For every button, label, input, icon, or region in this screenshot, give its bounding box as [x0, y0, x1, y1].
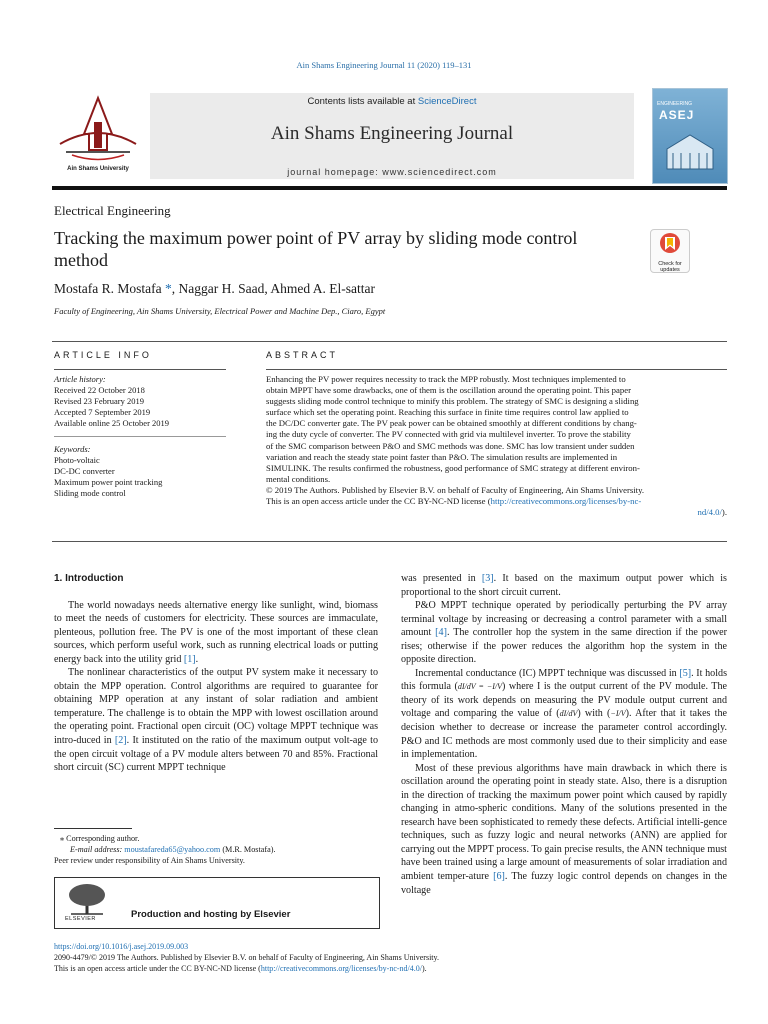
license-suffix: ).	[422, 964, 427, 973]
abstract-line: variation and reach the steady state point faster than P&O. The simulation results are implemented in	[266, 451, 618, 462]
citation-link[interactable]: [4]	[435, 627, 447, 639]
article-info-heading: ARTICLE INFO	[54, 350, 152, 360]
masthead-rule	[52, 186, 727, 190]
logo-caption: Ain Shams University	[67, 166, 129, 172]
elsevier-tree-icon	[65, 882, 109, 916]
issn-line: 2090-4479/© 2019 The Authors. Published by Elsevier B.V. on behalf of Faculty of Engineering, Ain Shams University.	[54, 953, 440, 962]
formula-inline: −I/V	[610, 709, 626, 719]
history-received: Received 22 October 2018	[54, 385, 145, 395]
author-1[interactable]: Mostafa R. Mostafa	[54, 281, 162, 296]
abstract-heading: ABSTRACT	[266, 350, 339, 360]
history-online: Available online 25 October 2019	[54, 418, 170, 428]
email-link[interactable]: moustafareda65@yahoo.com	[124, 845, 221, 854]
section-heading-introduction: 1. Introduction	[54, 573, 124, 584]
text-run: . It instituted on the ratio of the maximum output volt-age to the open circuit voltage of a PV module alters between 70 and 85%. Fractional short circuit (SC) current MPPT technique	[54, 735, 378, 774]
cover-abbrev: ASEJ	[659, 108, 695, 122]
text-run: .	[195, 653, 199, 665]
text-run: . The controller hop the system in the same direction if the power rises; otherwise if the power reduces the algorithm hop the system in the opposite direction.	[401, 627, 727, 666]
abstract-license	[266, 496, 727, 507]
contents-available	[150, 96, 634, 107]
keyword-item: Sliding mode control	[54, 488, 126, 498]
citation-link[interactable]: [6]	[493, 871, 505, 883]
title-line-2: method	[54, 250, 108, 270]
text-run: Incremental conductance (IC) MPPT technique was discussed in	[415, 667, 680, 679]
sciencedirect-link[interactable]: ScienceDirect	[417, 96, 477, 107]
abstract-rule	[266, 369, 727, 370]
elsevier-wordmark: ELSEVIER	[65, 916, 96, 922]
bottom-license	[54, 963, 727, 974]
masthead	[52, 88, 727, 183]
text-run: ). After that it takes the decision whether to decrease or increase the parameter control accordingly. P&O and IC methods are most commonly used due to their simplicity and ease in implementation.	[401, 708, 727, 761]
journal-homepage[interactable]: journal homepage: www.sciencedirect.com	[287, 167, 497, 177]
author-list	[54, 281, 375, 297]
history-label: Article history:	[54, 374, 106, 384]
history-revised: Revised 23 February 2019	[54, 396, 144, 406]
affiliation: Faculty of Engineering, Ain Shams University, Electrical Power and Machine Dep., Ciaro, Egypt	[54, 306, 386, 316]
abstract-line: surface which set the operating point. Reaching this surface in finite time requires control law applied to	[266, 407, 629, 418]
journal-reference[interactable]: Ain Shams Engineering Journal 11 (2020) 119–131	[296, 60, 472, 70]
doi-link[interactable]: https://doi.org/10.1016/j.asej.2019.09.003	[54, 942, 189, 951]
peer-review-note: Peer review under responsibility of Ain Shams University.	[54, 856, 245, 865]
keyword-item: Photo-voltaic	[54, 455, 100, 465]
article-title	[54, 227, 639, 271]
contents-prefix: Contents lists available at	[307, 96, 418, 107]
abstract-line: suggests sliding mode control technique to minify this problem. The strategy of SMC is designing a sliding	[266, 396, 639, 407]
keyword-item: DC-DC converter	[54, 466, 115, 476]
journal-banner	[150, 93, 634, 179]
license-prefix: This is an open access article under the CC BY-NC-ND license (	[54, 964, 261, 973]
right-paragraph-1	[401, 572, 727, 599]
bottom-info	[54, 941, 727, 974]
license-link-cont[interactable]: nd/4.0/	[697, 507, 722, 518]
license-link[interactable]: http://creativecommons.org/licenses/by-nc-	[490, 496, 642, 507]
formula-inline: dI/dV	[559, 709, 578, 719]
email-label: E-mail address:	[70, 845, 125, 854]
check-for-updates-badge[interactable]	[650, 229, 690, 273]
elsevier-box	[54, 877, 380, 929]
right-paragraph-2	[401, 599, 727, 667]
footnote-rule	[54, 828, 132, 829]
right-column	[401, 572, 727, 897]
abstract-line: obtain MPPT have some drawbacks, one of them is the oscillation around the operating point. This paper	[266, 385, 631, 396]
citation-link[interactable]: [2]	[114, 735, 127, 747]
intro-paragraph-2	[54, 666, 378, 774]
abstract-license-end	[266, 507, 727, 518]
text-run: Most of these previous algorithms have main drawback in which there is oscillation around the operating point in steady state. Also, there is a disruption in the direction of tracking the maximum power point which caused by rapidly changing in atmo-spheric conditions. Many of the solutions presented in the research have been sophisticated to remedy these defects. Artificial intelli-gence techniques, such as fuzzy logic and neural networks (ANN) are applied for carrying out the MPPT process. To gain precise results, the ANN technique must have been trained using a large amount of measurements of solar irradiation and ambient temper-ature	[401, 762, 727, 883]
keywords	[54, 444, 234, 499]
corresponding-author-mark[interactable]: *	[164, 281, 172, 296]
text-run: ) with (	[577, 708, 611, 720]
keywords-rule	[54, 436, 226, 437]
text-run: was presented in	[401, 573, 482, 584]
abstract-copyright: © 2019 The Authors. Published by Elsevier B.V. on behalf of Faculty of Engineering, Ain Shams University.	[266, 484, 645, 495]
text-run: P&O MPPT technique operated by periodically perturbing the PV array terminal voltage by increasing or decreasing a control parameter with a small amount	[401, 600, 727, 639]
university-logo	[52, 92, 144, 178]
abstract-line: mental conditions.	[266, 473, 331, 484]
text-run: . The fuzzy logic control depends on changes in the voltage	[401, 871, 728, 896]
text-run: . It based on the maximum output power which is proportional to the short circuit current.	[401, 573, 727, 598]
formula-inline: dI/dV = −I/V	[457, 682, 503, 692]
journal-cover[interactable]	[652, 88, 728, 184]
badge-label: Check for updates	[658, 261, 682, 273]
cover-title: ENGINEERING	[657, 101, 693, 107]
cover-building-icon	[663, 129, 717, 173]
bottom-license-link[interactable]: http://creativecommons.org/licenses/by-nc-nd/4.0/	[260, 964, 422, 973]
article-history	[54, 374, 234, 429]
email-note	[54, 844, 378, 855]
title-line-1: Tracking the maximum power point of PV array by sliding mode control	[54, 228, 578, 248]
email-suffix: (M.R. Mostafa).	[220, 845, 276, 854]
citation-link[interactable]: [3]	[481, 573, 494, 584]
info-rule	[54, 369, 226, 370]
abstract-line: SIMULINK. The results confirmed the robustness, good performance of SMC strategy at different environ-	[266, 462, 640, 473]
abstract-line: ing the duty cycle of converter. The PV connected with grid via multilevel inverter. To prove the stability	[266, 429, 631, 440]
right-paragraph-3	[401, 667, 727, 762]
authors-rest: , Naggar H. Saad, Ahmed A. El-sattar	[171, 281, 375, 296]
abstract-line: of the SMC comparison between P&O and SMC methods was done. SMC has low transient under sudden	[266, 440, 635, 451]
text-run: The world nowadays needs alternative energy like sunlight, wind, biomass to meet the needs of customers for electricity. These sources are immaculate, plenteous, pollution free. The PV is one of the most important of these clean sources, which perform useful work, such as running electrical loads or putting energy back into the utility grid	[54, 599, 378, 665]
corresponding-author-note: ⁎ Corresponding author.	[60, 834, 140, 843]
citation-link[interactable]: [5]	[679, 667, 692, 679]
production-hosting-label: Production and hosting by Elsevier	[131, 909, 291, 920]
keyword-item: Maximum power point tracking	[54, 477, 163, 487]
abstract-line: the DC/DC converter gate. The PV peak power can be obtained smoothly at different conditions by chang-	[266, 418, 637, 429]
history-accepted: Accepted 7 September 2019	[54, 407, 151, 417]
license-suffix: ).	[721, 507, 727, 518]
text-run: ) where I is the output current of the PV module. The theory of its work depends on measuring the PV module output current and voltage and comparing the value of (	[401, 681, 728, 720]
keywords-label: Keywords:	[54, 444, 91, 454]
abstract-body	[266, 374, 727, 518]
license-prefix: This is an open access article under the CC BY-NC-ND license (	[266, 496, 491, 507]
text-run: The nonlinear characteristics of the output PV system make it necessary to obtain the MPP operation. Control algorithms are required to guarantee for obtaining MPP operation at any instant of solar radiation and ambient temperature. The challenge is to obtain the MPP with lowest oscillation around the operating point. Fractional open circuit (OC) voltage MPPT technique was intro-duced in	[54, 667, 378, 747]
section-label: Electrical Engineering	[54, 203, 171, 218]
crossmark-icon	[651, 230, 689, 256]
citation-link[interactable]: [1]	[183, 653, 196, 665]
info-top-rule	[52, 341, 727, 342]
intro-paragraph-1	[54, 599, 378, 667]
abstract-bottom-rule	[52, 541, 727, 542]
footnotes	[54, 833, 378, 866]
left-column	[54, 572, 378, 775]
journal-name: Ain Shams Engineering Journal	[270, 123, 514, 144]
right-paragraph-4	[401, 762, 727, 897]
text-run: . It holds this formula (	[401, 667, 727, 693]
abstract-line: Enhancing the PV power requires necessity to track the MPP robustly. Most techniques implemented to	[266, 374, 626, 384]
